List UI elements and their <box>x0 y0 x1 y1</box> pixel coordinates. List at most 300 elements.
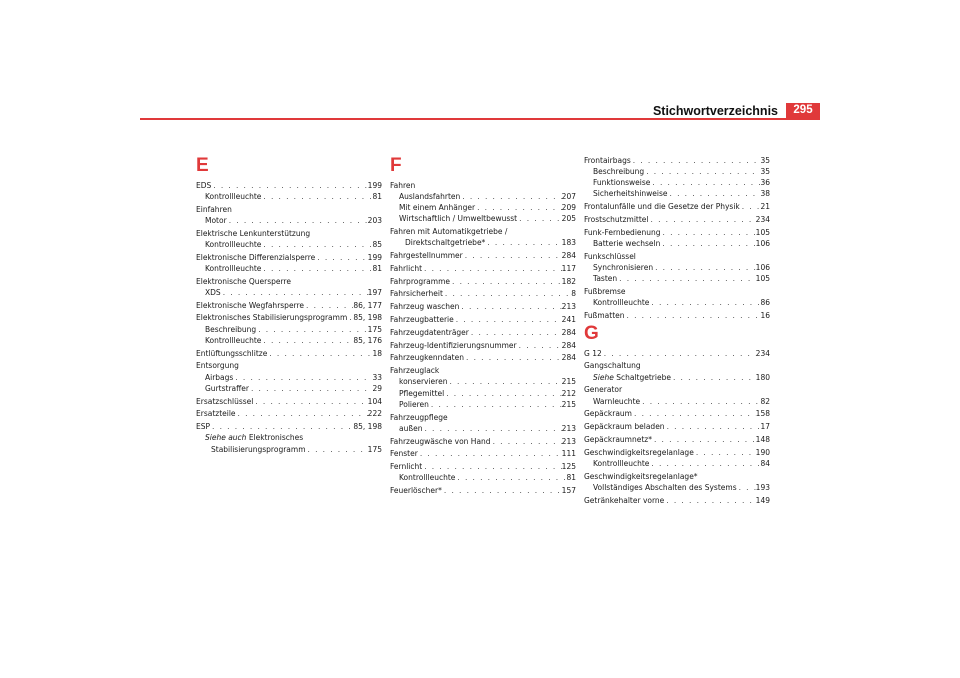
index-entry <box>390 365 576 376</box>
index-entry <box>584 214 770 225</box>
page-reference: 182 <box>561 276 576 286</box>
entry-text: Ersatzteile <box>196 409 236 419</box>
entry-text: Polieren <box>399 399 429 409</box>
dot-leader <box>210 421 353 432</box>
entry-term <box>390 365 439 376</box>
entry-text: Fahrzeuglack <box>390 366 440 376</box>
index-subentry <box>196 287 382 298</box>
entry-term <box>584 227 661 238</box>
entry-term <box>390 301 459 312</box>
entry-term <box>593 177 650 188</box>
index-subentry <box>196 239 382 250</box>
entry-term <box>584 251 636 262</box>
page-reference: 106 <box>755 238 770 248</box>
entry-term <box>196 204 232 215</box>
page-reference: 183 <box>561 238 576 248</box>
index-entry <box>196 421 382 432</box>
entry-text: Wirtschaftlich / Umweltbewusst <box>399 214 518 224</box>
entry-term <box>584 434 652 445</box>
entry-text: Entlüftungsschlitze <box>196 348 268 358</box>
page-reference: 35 <box>760 166 770 176</box>
entry-term <box>205 383 249 394</box>
dot-leader <box>444 388 561 399</box>
page-reference: 82 <box>760 396 770 406</box>
entry-text: Kontrollleuchte <box>205 335 262 345</box>
entry-text: Elektronische Wegfahrsperre <box>196 300 305 310</box>
entry-term <box>196 348 267 359</box>
dot-leader <box>668 188 761 199</box>
entry-term <box>390 340 517 351</box>
entry-term <box>205 372 233 383</box>
entry-term <box>584 214 649 225</box>
page-reference: 213 <box>561 423 576 433</box>
dot-leader <box>649 297 760 308</box>
entry-text: Getränkehalter vorne <box>584 495 665 505</box>
entry-term <box>593 297 649 308</box>
entry-text: Elektronische Differenzialsperre <box>196 252 316 262</box>
index-entry <box>584 421 770 432</box>
entry-text: Fahrzeugbatterie <box>390 314 454 324</box>
dot-leader <box>740 201 761 212</box>
entry-term <box>399 191 460 202</box>
page-reference: 284 <box>561 353 576 363</box>
index-entry <box>584 384 770 395</box>
entry-text: Fahrprogramme <box>390 276 450 286</box>
page-reference: 84 <box>760 458 770 468</box>
index-subentry <box>584 188 770 199</box>
entry-text: Fahrzeugdatenträger <box>390 327 469 337</box>
page-reference: 199 <box>367 252 382 262</box>
entry-term <box>593 396 640 407</box>
dot-leader <box>233 372 372 383</box>
index-entry <box>390 485 576 496</box>
index-subentry <box>390 423 576 434</box>
dot-leader <box>631 155 761 166</box>
entry-term <box>211 444 306 455</box>
entry-term <box>399 376 447 387</box>
index-subentry <box>196 215 382 226</box>
dot-leader <box>650 177 760 188</box>
entry-text: Frontalunfälle und die Gesetze der Physik <box>584 202 740 211</box>
index-entry <box>584 408 770 419</box>
entry-term <box>196 360 239 371</box>
dot-leader <box>442 485 562 496</box>
index-entry <box>584 434 770 445</box>
entry-term <box>390 276 450 287</box>
page-reference: 205 <box>561 214 576 224</box>
index-subentry <box>584 396 770 407</box>
entry-term <box>205 335 261 346</box>
index-entry <box>196 204 382 215</box>
index-entry <box>390 436 576 447</box>
entry-term <box>390 352 464 363</box>
page-reference: 85, 176 <box>353 335 382 345</box>
entry-term <box>390 263 422 274</box>
page-reference: 284 <box>561 340 576 350</box>
dot-leader <box>422 461 561 472</box>
index-column-3 <box>584 153 770 506</box>
page-reference: 207 <box>561 191 576 201</box>
index-subentry <box>390 237 576 248</box>
page-reference: 222 <box>367 409 382 419</box>
index-entry <box>584 348 770 359</box>
index-entry <box>390 288 576 299</box>
index-entry <box>584 227 770 238</box>
entry-text: Frostschutzmittel <box>584 214 649 224</box>
page-reference: 16 <box>760 310 770 320</box>
page-reference: 17 <box>760 422 770 432</box>
index-subentry <box>584 166 770 177</box>
index-entry <box>390 412 576 423</box>
index-subentry <box>584 177 770 188</box>
page-reference: 86 <box>760 298 770 307</box>
entry-text: Elektronische Quersperre <box>196 276 291 286</box>
entry-text: Airbags <box>205 372 234 382</box>
dot-leader <box>625 310 761 321</box>
index-subentry <box>584 297 770 308</box>
entry-term <box>593 166 644 177</box>
page-reference: 234 <box>755 214 770 224</box>
page-reference: 158 <box>755 409 770 419</box>
entry-term <box>584 155 631 166</box>
entry-term <box>390 180 415 191</box>
index-entry <box>196 408 382 419</box>
page-reference: 81 <box>372 191 382 201</box>
entry-text: Beschreibung <box>593 166 645 176</box>
dot-leader <box>261 263 372 274</box>
entry-term <box>593 482 737 493</box>
dot-leader <box>261 191 372 202</box>
page-reference: 148 <box>755 434 770 444</box>
entry-term <box>399 388 444 399</box>
index-entry <box>390 301 576 312</box>
entry-text: Kontrollleuchte <box>205 191 262 201</box>
page-reference: 199 <box>367 180 382 190</box>
dot-leader <box>737 482 756 493</box>
entry-text: Generator <box>584 385 623 395</box>
entry-text: Fahrzeugwäsche von Hand <box>390 436 491 446</box>
page-reference: 8 <box>571 289 576 299</box>
index-entry <box>390 276 576 287</box>
dot-leader <box>256 324 367 335</box>
index-subentry <box>390 472 576 483</box>
dot-leader <box>640 396 760 407</box>
index-subentry <box>390 213 576 224</box>
entry-text: Gepäckraumnetz* <box>584 434 652 444</box>
index-entry <box>584 471 770 482</box>
entry-term <box>390 250 463 261</box>
entry-text: G 12 <box>584 348 602 358</box>
page-reference: 85, 198 <box>353 313 382 323</box>
entry-text: Kontrollleuchte <box>593 298 650 307</box>
entry-term <box>593 238 660 249</box>
dot-leader <box>632 408 756 419</box>
dot-leader <box>485 237 561 248</box>
page-reference: 106 <box>755 262 770 272</box>
entry-text: Sicherheitshinweise <box>593 189 668 199</box>
dot-leader <box>475 202 562 213</box>
entry-term <box>584 348 602 359</box>
entry-term <box>390 327 469 338</box>
page-reference: 81 <box>566 473 576 483</box>
entry-term <box>390 485 442 496</box>
index-subentry <box>390 191 576 202</box>
dot-leader <box>464 352 562 363</box>
entry-text: Kontrollleuchte <box>593 458 650 468</box>
dot-leader <box>454 314 562 325</box>
dot-leader <box>422 263 562 274</box>
dot-leader <box>649 458 760 469</box>
entry-text: Entsorgung <box>196 361 239 371</box>
entry-text: XDS <box>205 287 221 297</box>
dot-leader <box>221 287 368 298</box>
index-entry <box>196 276 382 287</box>
entry-text: Gurtstraffer <box>205 383 249 393</box>
page-reference: 180 <box>755 372 770 382</box>
index-subentry <box>390 376 576 387</box>
index-subentry <box>584 482 770 493</box>
entry-term <box>584 471 698 482</box>
page-reference: 234 <box>755 348 770 358</box>
page-header-title: Stichwortverzeichnis <box>652 104 778 118</box>
page-reference: 35 <box>760 155 770 165</box>
index-entry <box>390 352 576 363</box>
dot-leader <box>459 301 561 312</box>
dot-leader <box>460 191 561 202</box>
index-entry <box>196 348 382 359</box>
index-column-1 <box>196 153 382 455</box>
entry-term <box>593 273 617 284</box>
entry-term <box>584 421 665 432</box>
page-reference: 105 <box>755 227 770 237</box>
entry-term <box>584 447 694 458</box>
entry-text: Fahren mit Automatikgetriebe / <box>390 227 508 236</box>
entry-term <box>196 228 310 239</box>
index-subentry <box>196 372 382 383</box>
dot-leader <box>306 444 368 455</box>
dot-leader <box>422 423 561 434</box>
page-reference: 85 <box>372 239 382 249</box>
dot-leader <box>315 252 367 263</box>
index-subentry <box>196 383 382 394</box>
entry-text: außen <box>399 423 423 433</box>
index-entry <box>196 228 382 239</box>
index-entry <box>584 155 770 166</box>
entry-text: Kontrollleuchte <box>205 263 262 273</box>
entry-text: Beschreibung <box>205 324 257 334</box>
dot-leader <box>249 383 372 394</box>
dot-leader <box>267 348 372 359</box>
entry-text: Geschwindigkeitsregelanlage <box>584 447 694 457</box>
see-reference: Siehe auch <box>205 433 247 443</box>
index-entry <box>390 250 576 261</box>
entry-text: Stabilisierungsprogramm <box>211 444 306 454</box>
index-entry <box>584 286 770 297</box>
index-subentry <box>390 202 576 213</box>
dot-leader <box>617 273 756 284</box>
page-reference: 212 <box>561 388 576 398</box>
entry-text: Fahrgestellnummer <box>390 251 463 260</box>
entry-text: Direktschaltgetriebe* <box>405 238 486 248</box>
entry-term <box>196 252 315 263</box>
entry-text: EDS <box>196 180 212 190</box>
dot-leader <box>418 448 562 459</box>
entry-term <box>205 239 261 250</box>
entry-text: Synchronisieren <box>593 262 654 272</box>
dot-leader <box>644 166 760 177</box>
index-subentry <box>196 191 382 202</box>
dot-leader <box>649 214 756 225</box>
entry-term <box>390 288 443 299</box>
section-letter: E <box>196 155 209 176</box>
page-reference: 117 <box>561 263 576 273</box>
page-reference: 190 <box>755 447 770 457</box>
index-subentry <box>196 444 382 455</box>
dot-leader <box>261 335 353 346</box>
entry-term <box>399 472 455 483</box>
entry-term <box>196 300 304 311</box>
index-entry <box>390 448 576 459</box>
index-subentry <box>196 263 382 274</box>
entry-text: Fahrzeugpflege <box>390 412 448 422</box>
dot-leader <box>447 376 561 387</box>
index-entry <box>390 340 576 351</box>
page-reference: 209 <box>561 203 576 212</box>
dot-leader <box>652 434 756 445</box>
entry-term <box>584 495 664 506</box>
entry-term <box>390 448 418 459</box>
index-entry <box>584 310 770 321</box>
entry-text: Pflegemittel <box>399 388 445 398</box>
entry-term <box>399 399 429 410</box>
entry-term <box>196 180 211 191</box>
index-subentry <box>584 238 770 249</box>
entry-term <box>196 276 291 287</box>
dot-leader <box>660 238 755 249</box>
entry-text: Funk-Fernbedienung <box>584 227 661 237</box>
entry-term <box>390 412 448 423</box>
index-entry <box>390 461 576 472</box>
entry-term <box>584 384 622 395</box>
entry-text: Vollständiges Abschalten des Systems <box>593 482 737 492</box>
entry-term <box>593 188 668 199</box>
dot-leader <box>450 276 562 287</box>
entry-term <box>399 213 517 224</box>
entry-text: Feuerlöscher* <box>390 486 442 496</box>
page-reference: 215 <box>561 377 576 387</box>
index-entry <box>196 180 382 191</box>
entry-text: Fenster <box>390 449 418 459</box>
dot-leader <box>253 396 367 407</box>
page-reference: 105 <box>755 274 770 283</box>
entry-term <box>196 408 236 419</box>
entry-text: Fußmatten <box>584 310 625 320</box>
page-reference: 86, 177 <box>353 300 382 310</box>
page-reference: 149 <box>755 495 770 505</box>
entry-text: Schaltgetriebe <box>613 372 671 382</box>
entry-term <box>584 310 625 321</box>
page-reference: 18 <box>372 348 382 358</box>
entry-term <box>390 461 422 472</box>
entry-term <box>593 262 653 273</box>
entry-term <box>196 421 210 432</box>
index-entry <box>584 201 770 212</box>
index-entry <box>584 251 770 262</box>
index-entry <box>196 396 382 407</box>
dot-leader <box>469 327 562 338</box>
dot-leader <box>304 300 353 311</box>
page-reference: 157 <box>561 486 576 496</box>
index-subentry <box>196 432 382 443</box>
index-subentry <box>584 273 770 284</box>
dot-leader <box>602 348 756 359</box>
dot-leader <box>429 399 562 410</box>
entry-text: Gangschaltung <box>584 361 641 371</box>
entry-term <box>584 360 641 371</box>
entry-text: Fernlicht <box>390 462 423 472</box>
index-subentry <box>390 388 576 399</box>
page-reference: 213 <box>561 436 576 446</box>
entry-text: Elektrische Lenkunterstützung <box>196 228 311 238</box>
entry-term <box>593 458 649 469</box>
index-entry <box>584 360 770 371</box>
entry-text: Gepäckraum <box>584 409 632 419</box>
index-subentry <box>196 324 382 335</box>
entry-term <box>584 408 632 419</box>
entry-term <box>405 237 485 248</box>
dot-leader <box>517 340 562 351</box>
entry-text: Kontrollleuchte <box>205 239 262 249</box>
dot-leader <box>653 262 756 273</box>
entry-text: Gepäckraum beladen <box>584 422 665 432</box>
entry-term <box>593 372 671 383</box>
index-subentry <box>584 262 770 273</box>
index-entry <box>584 495 770 506</box>
dot-leader <box>491 436 562 447</box>
entry-text: Elektronisches Stabilisierungsprogramm <box>196 313 348 323</box>
dot-leader <box>671 372 756 383</box>
page-reference: 175 <box>367 324 382 334</box>
index-entry <box>390 180 576 191</box>
entry-text: Ersatzschlüssel <box>196 396 254 406</box>
entry-term <box>205 263 261 274</box>
index-entry <box>390 263 576 274</box>
entry-text: Tasten <box>593 274 618 283</box>
entry-text: Batterie wechseln <box>593 238 661 248</box>
page-reference: 29 <box>372 383 382 393</box>
section-letter: F <box>390 155 402 176</box>
entry-term <box>205 324 256 335</box>
entry-text: Einfahren <box>196 204 232 214</box>
dot-leader <box>227 215 368 226</box>
entry-text: Elektronisches <box>246 433 304 443</box>
entry-text: Fahrzeugkenndaten <box>390 353 464 363</box>
page-reference: 104 <box>367 396 382 406</box>
dot-leader <box>664 495 755 506</box>
entry-term <box>390 226 507 237</box>
dot-leader <box>443 288 571 299</box>
dot-leader <box>211 180 367 191</box>
index-subentry <box>584 372 770 383</box>
page-reference: 38 <box>760 189 770 199</box>
page-reference: 85, 198 <box>353 422 382 432</box>
entry-term <box>584 286 626 297</box>
entry-text: Warnleuchte <box>593 396 641 406</box>
entry-text: konservieren <box>399 377 448 387</box>
page-reference: 215 <box>561 399 576 409</box>
entry-term <box>390 314 454 325</box>
index-entry <box>196 312 382 323</box>
